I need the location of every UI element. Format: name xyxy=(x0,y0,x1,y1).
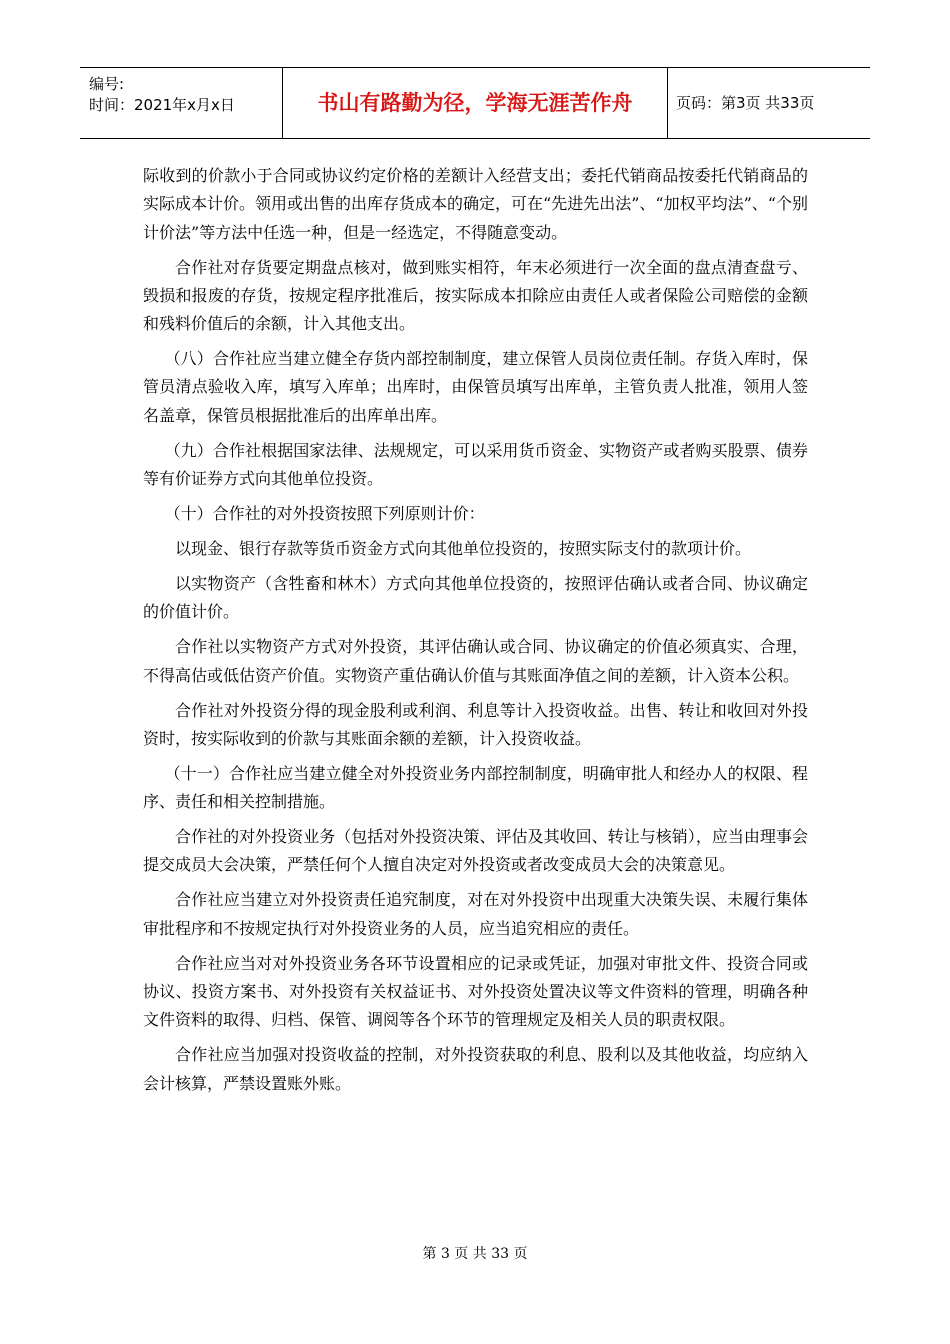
header-page-cell xyxy=(668,68,870,138)
number-label: 编号: xyxy=(89,75,125,93)
paragraph: 际收到的价款小于合同或协议约定价格的差额计入经营支出；委托代销商品按委托代销商品的实际成本计价。领用或出售的出库存货成本的确定，可在“先进先出法”、“加权平均法”、“个别计价法”等方法中任选一种，但是一经选定，不得随意变动。 xyxy=(143,166,808,242)
header-info-cell xyxy=(80,68,283,138)
paragraph: （九）合作社根据国家法律、法规规定，可以采用货币资金、实物资产或者购买股票、债券等有价证券方式向其他单位投资。 xyxy=(143,440,808,489)
paragraph: 以实物资产（含牲畜和林木）方式向其他单位投资的，按照评估确认或者合同、协议确定的价值计价。 xyxy=(143,573,808,622)
paragraph: （八）合作社应当建立健全存货内部控制制度，建立保管人员岗位责任制。存货入库时，保管员清点验收入库，填写入库单；出库时，由保管员填写出库单，主管负责人批准，领用人签名盖章，保管员根据批准后的出库单出库。 xyxy=(143,349,808,425)
paragraph: 以现金、银行存款等货币资金方式向其他单位投资的，按照实际支付的款项计价。 xyxy=(175,539,752,558)
document-body xyxy=(143,162,808,1105)
paragraph: 合作社以实物资产方式对外投资，其评估确认或合同、协议确定的价值必须真实、合理，不得高估或低估资产价值。实物资产重估确认价值与其账面净值之间的差额，计入资本公积。 xyxy=(143,637,808,685)
paragraph: 合作社的对外投资业务（包括对外投资决策、评估及其收回、转让与核销），应当由理事会提交成员大会决策，严禁任何个人擅自决定对外投资或者改变成员大会的决策意见。 xyxy=(143,827,808,875)
time-label: 时间：2021年x月x日 xyxy=(89,96,235,114)
motto-text: 书山有路勤为径，学海无涯苦作舟 xyxy=(317,91,633,115)
paragraph: （十一）合作社应当建立健全对外投资业务内部控制制度，明确审批人和经办人的权限、程序、责任和相关控制措施。 xyxy=(143,763,808,812)
document-header xyxy=(80,67,870,139)
paragraph: 合作社对存货要定期盘点核对，做到账实相符，年末必须进行一次全面的盘点清查盘亏、毁损和报废的存货，按规定程序批准后，按实际成本扣除应由责任人或者保险公司赔偿的金额和残料价值后的余额，计入其他支出。 xyxy=(143,257,808,334)
paragraph: （十）合作社的对外投资按照下列原则计价： xyxy=(164,504,485,524)
paragraph: 合作社应当建立对外投资责任追究制度，对在对外投资中出现重大决策失误、未履行集体审批程序和不按规定执行对外投资业务的人员，应当追究相应的责任。 xyxy=(143,890,808,938)
page-footer: 第 3 页 共 33 页 xyxy=(422,1246,528,1262)
page-number-label: 页码：第3页 共33页 xyxy=(676,94,815,112)
paragraph: 合作社应当对对外投资业务各环节设置相应的记录或凭证，加强对审批文件、投资合同或协议、投资方案书、对外投资有关权益证书、对外投资处置决议等文件资料的管理，明确各种文件资料的取得、归档、保管、调阅等各个环节的管理规定及相关人员的职责权限。 xyxy=(143,953,808,1030)
paragraph: 合作社应当加强对投资收益的控制，对外投资获取的利息、股利以及其他收益，均应纳入会计核算，严禁设置账外账。 xyxy=(143,1045,808,1093)
paragraph: 合作社对外投资分得的现金股利或利润、利息等计入投资收益。出售、转让和收回对外投资时，按实际收到的价款与其账面余额的差额，计入投资收益。 xyxy=(143,700,808,748)
header-motto-cell xyxy=(283,68,668,138)
